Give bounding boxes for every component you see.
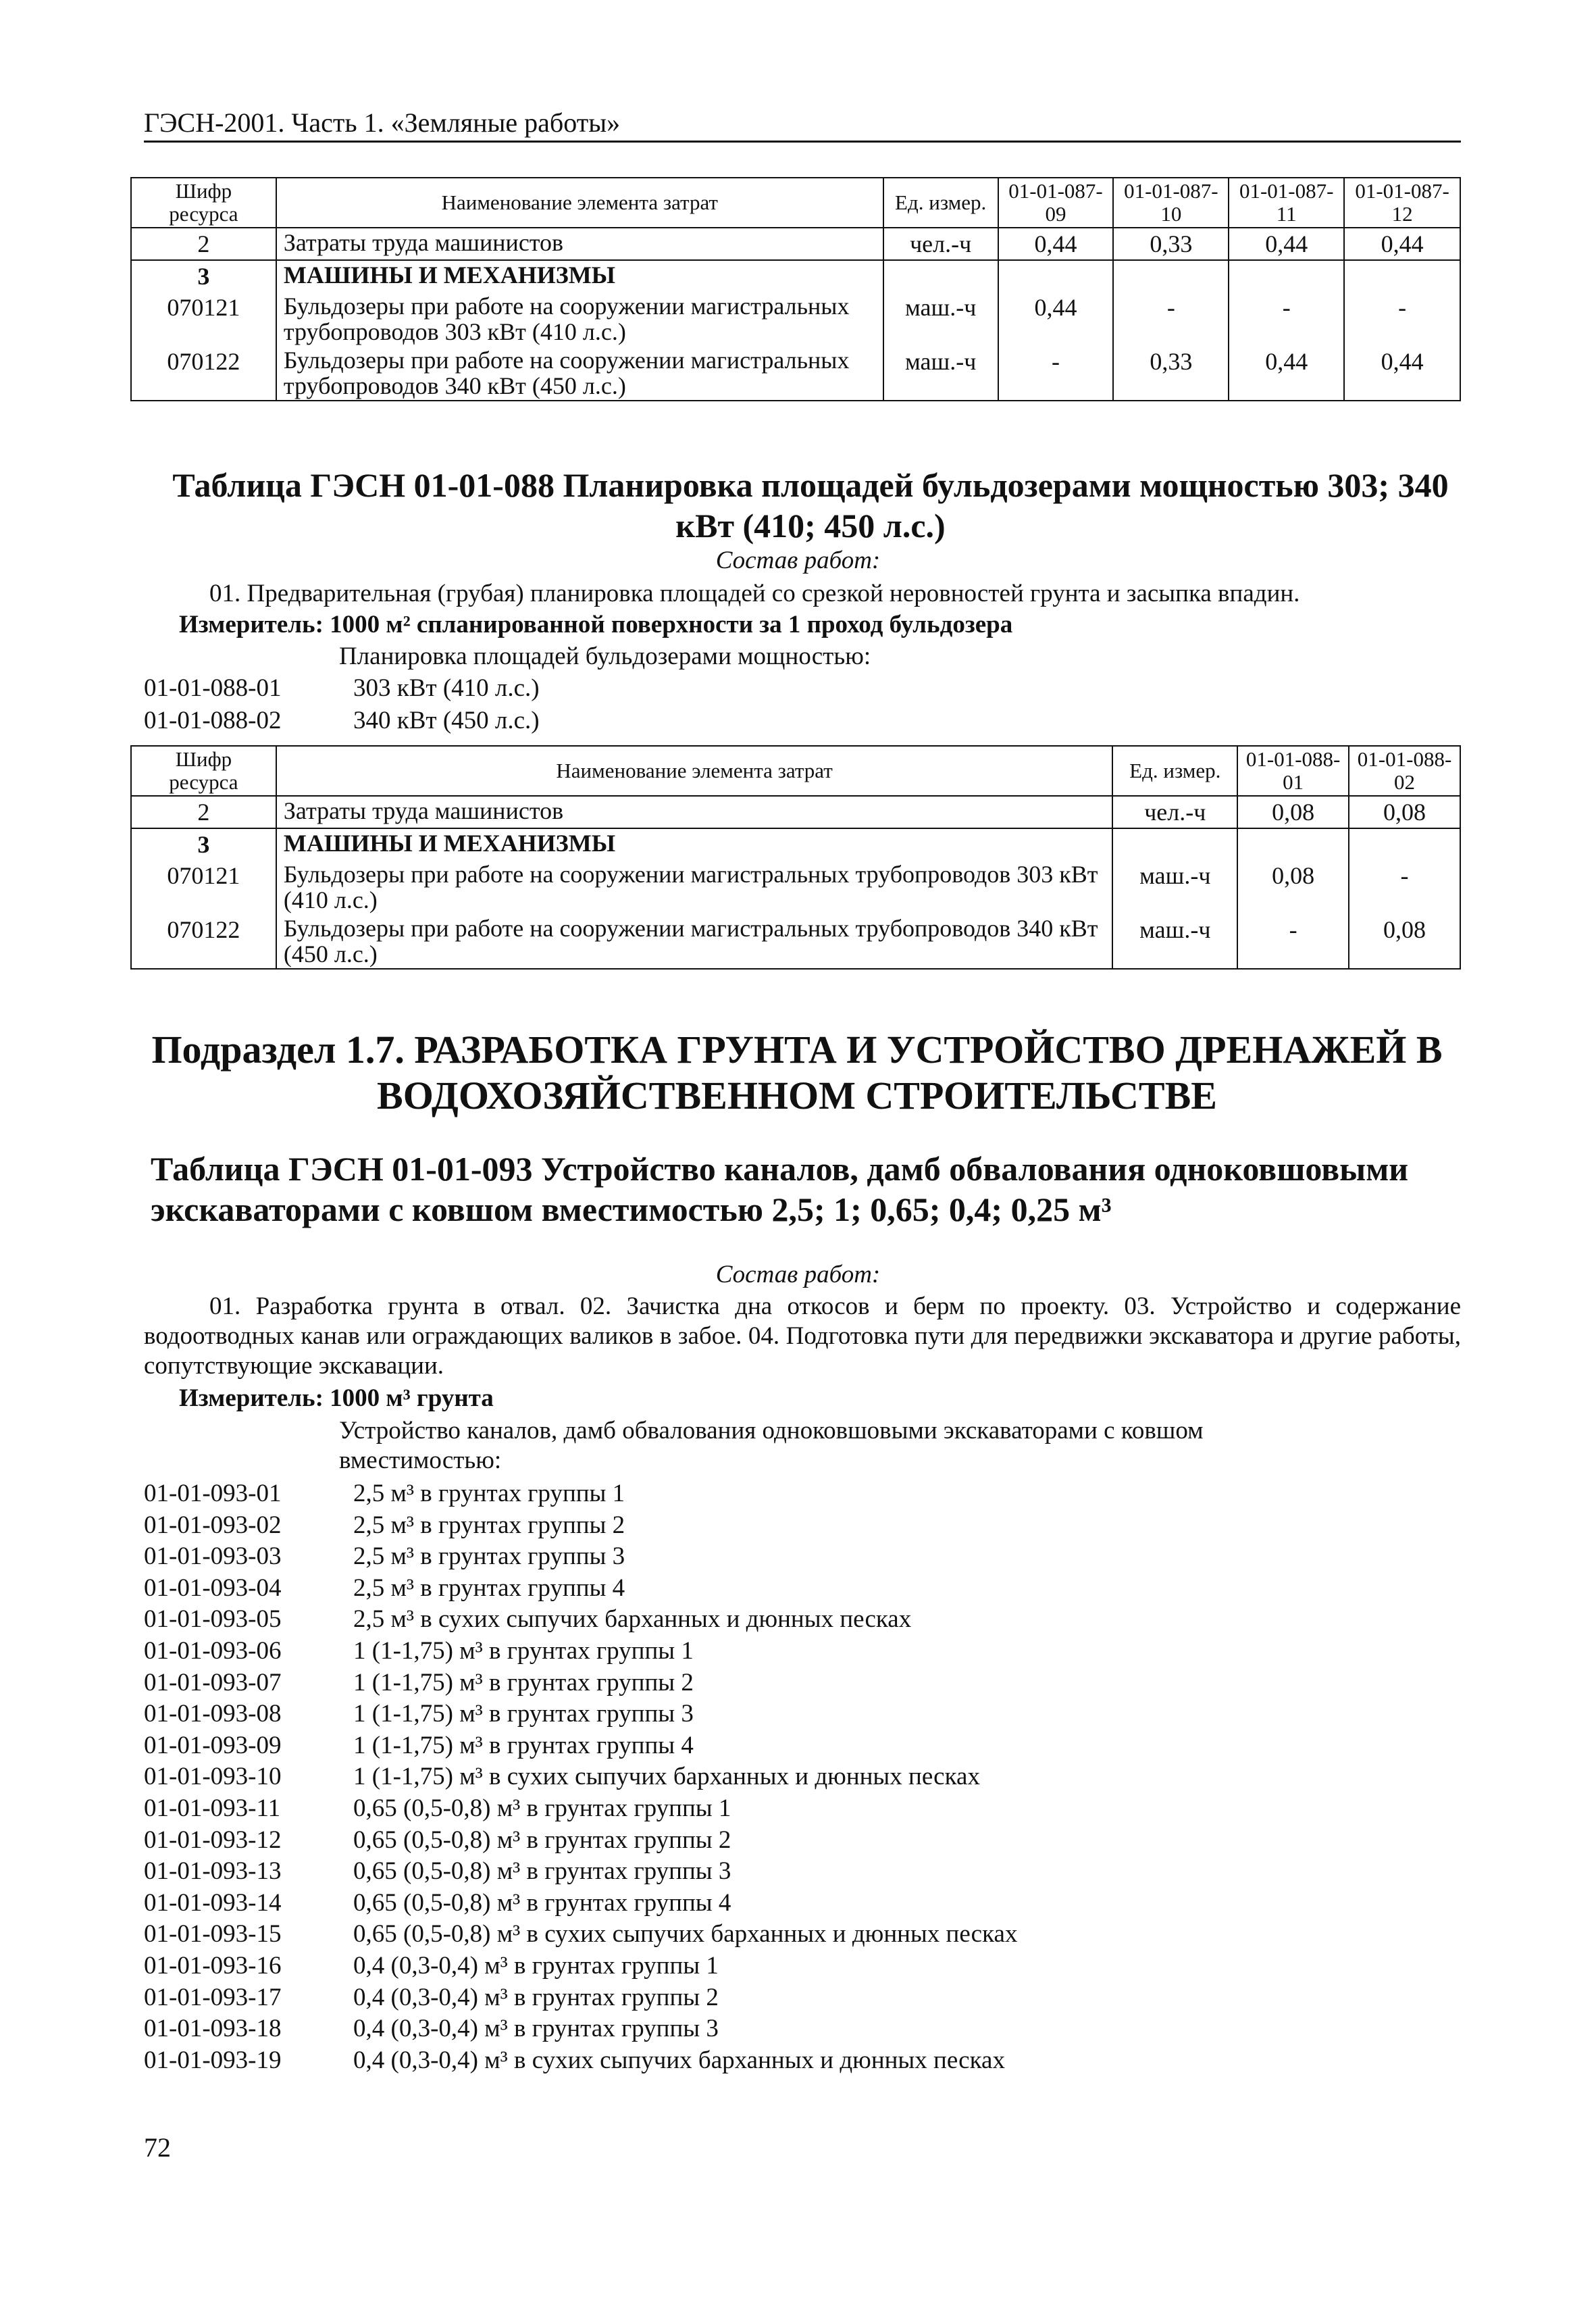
list-item	[144, 1730, 1017, 1762]
list-item	[144, 1761, 1017, 1793]
list-item	[144, 1699, 1017, 1730]
col-head-name: Наименование элемента затрат	[276, 178, 883, 228]
list-item	[144, 705, 540, 737]
norm-code: 01-01-093-06	[144, 1636, 282, 1665]
running-header: ГЭСН-2001. Часть 1. «Земляные работы»	[144, 107, 621, 138]
norm-text: 0,65 (0,5-0,8) м³ в грунтах группы 2	[353, 1826, 731, 1854]
col-head-norm: 01-01-087-09	[998, 178, 1114, 228]
norm-text: 0,65 (0,5-0,8) м³ в сухих сыпучих барханных и дюнных песках	[353, 1920, 1018, 1948]
list-item	[144, 1667, 1017, 1699]
resource-unit: чел.-ч	[883, 228, 998, 260]
resource-name: Затраты труда машинистов	[276, 796, 1112, 828]
composition-label: Состав работ:	[715, 1261, 881, 1288]
resource-name: МАШИНЫ И МЕХАНИЗМЫ	[276, 828, 1112, 860]
norm-text: 303 кВт (410 л.с.)	[353, 674, 540, 702]
norm-text: 2,5 м³ в грунтах группы 3	[353, 1542, 625, 1571]
list-item	[144, 1541, 1017, 1573]
list-item	[144, 1951, 1017, 1982]
norm-text: 1 (1-1,75) м³ в грунтах группы 4	[353, 1731, 694, 1759]
list-item	[144, 1856, 1017, 1888]
meter-text: Измеритель: 1000 м² спланированной поверхности за 1 проход бульдозера	[179, 611, 1013, 638]
norm-code: 01-01-093-18	[144, 2015, 282, 2043]
col-head-norm: 01-01-088-01	[1237, 746, 1349, 796]
norm-code: 01-01-093-16	[144, 1951, 282, 1980]
col-head-norm: 01-01-087-12	[1344, 178, 1460, 228]
norm-value: -	[1113, 292, 1229, 346]
composition-text: 01. Разработка грунта в отвал. 02. Зачистка дна откосов и берм по проекту. 03. Устройство и содержание водоотводных канав или ограждающих валиков в забое. 04. Подготовка пути для передвижки экскаватора и другие работы, сопутствующие экскавации.	[144, 1292, 1461, 1380]
norm-text: 2,5 м³ в грунтах группы 4	[353, 1574, 625, 1602]
norm-value: 0,08	[1349, 914, 1460, 969]
norm-value	[1349, 828, 1460, 860]
list-item	[144, 1982, 1017, 2014]
norm-code: 01-01-093-05	[144, 1605, 282, 1634]
norm-value: 0,08	[1349, 796, 1460, 828]
list-item	[144, 1636, 1017, 1667]
list-item	[144, 1604, 1017, 1636]
table-header-row	[131, 178, 1460, 228]
table-093-title: Таблица ГЭСН 01-01-093 Устройство каналов, дамб обвалования одноковшовыми экскаваторами с ковшом вместимостью 2,5; 1; 0,65; 0,4; 0,25 м³	[151, 1150, 1409, 1228]
norm-value: 0,33	[1113, 228, 1229, 260]
resource-name: Бульдозеры при работе на сооружении магистральных трубопроводов 303 кВт (410 л.с.)	[276, 860, 1112, 914]
norm-text: 0,4 (0,3-0,4) м³ в сухих сыпучих барханных и дюнных песках	[353, 2046, 1005, 2074]
resource-unit	[1112, 828, 1237, 860]
resource-unit: маш.-ч	[1112, 860, 1237, 914]
norm-value	[1229, 260, 1344, 292]
resource-name: Бульдозеры при работе на сооружении магистральных трубопроводов 340 кВт (450 л.с.)	[276, 914, 1112, 969]
norm-code: 01-01-093-17	[144, 1983, 282, 2011]
norm-code: 01-01-088-01	[144, 674, 282, 702]
list-item	[144, 1888, 1017, 1919]
norm-code: 01-01-093-10	[144, 1763, 282, 1791]
norm-code: 01-01-093-12	[144, 1826, 282, 1854]
table-row	[131, 828, 1460, 860]
norm-text: 2,5 м³ в грунтах группы 2	[353, 1511, 625, 1539]
norm-code: 01-01-088-02	[144, 707, 282, 734]
norm-text: 0,65 (0,5-0,8) м³ в грунтах группы 4	[353, 1888, 731, 1917]
norm-text: 0,4 (0,3-0,4) м³ в грунтах группы 3	[353, 2015, 719, 2043]
list-item	[144, 2013, 1017, 2045]
table-row	[131, 860, 1460, 914]
norm-value	[1344, 260, 1460, 292]
table-row	[131, 914, 1460, 969]
table-header-row	[131, 746, 1460, 796]
norm-list-088	[144, 672, 540, 737]
norm-code: 01-01-093-02	[144, 1511, 282, 1539]
subsection-title: Подраздел 1.7. РАЗРАБОТКА ГРУНТА И УСТРОЙСТВО ДРЕНАЖЕЙ В ВОДОХОЗЯЙСТВЕННОМ СТРОИТЕЛЬСТВЕ	[151, 1028, 1443, 1117]
norm-code: 01-01-093-03	[144, 1542, 282, 1571]
norm-value: -	[1229, 292, 1344, 346]
composition-text: 01. Предварительная (грубая) планировка площадей со срезкой неровностей грунта и засыпка впадин.	[209, 580, 1300, 607]
resource-unit: маш.-ч	[883, 346, 998, 401]
col-head-norm: 01-01-088-02	[1349, 746, 1460, 796]
norm-value: 0,44	[1344, 228, 1460, 260]
norm-value: 0,44	[998, 228, 1114, 260]
norm-text: 1 (1-1,75) м³ в грунтах группы 1	[353, 1636, 694, 1665]
norm-text: 0,65 (0,5-0,8) м³ в грунтах группы 1	[353, 1794, 731, 1822]
page-number: 72	[144, 2132, 171, 2163]
table-row	[131, 228, 1460, 260]
norm-text: 1 (1-1,75) м³ в грунтах группы 2	[353, 1668, 694, 1696]
resource-code: 070121	[131, 860, 276, 914]
list-item	[144, 1793, 1017, 1825]
norm-text: 2,5 м³ в сухих сыпучих барханных и дюнных песках	[353, 1605, 912, 1634]
norm-code: 01-01-093-11	[144, 1794, 281, 1822]
list-intro: Устройство каналов, дамб обвалования одноковшовыми экскаваторами с ковшом вместимостью:	[339, 1417, 1204, 1474]
norm-code: 01-01-093-07	[144, 1668, 282, 1696]
list-item	[144, 1825, 1017, 1857]
norm-text: 0,4 (0,3-0,4) м³ в грунтах группы 2	[353, 1983, 719, 2011]
resource-code: 070122	[131, 346, 276, 401]
norm-value: 0,44	[1344, 346, 1460, 401]
list-item	[144, 1573, 1017, 1605]
norm-value	[998, 260, 1114, 292]
resource-code: 070122	[131, 914, 276, 969]
resource-table-088	[130, 745, 1461, 970]
norm-value	[1113, 260, 1229, 292]
col-head-unit: Ед. измер.	[1112, 746, 1237, 796]
norm-value	[1237, 828, 1349, 860]
resource-code: 2	[131, 796, 276, 828]
col-head-norm: 01-01-087-11	[1229, 178, 1344, 228]
resource-code: 3	[131, 828, 276, 860]
list-item	[144, 1510, 1017, 1542]
resource-name: МАШИНЫ И МЕХАНИЗМЫ	[276, 260, 883, 292]
col-head-code: Шифр ресурса	[131, 178, 276, 228]
norm-list-093	[144, 1478, 1017, 2076]
resource-unit	[883, 260, 998, 292]
norm-code: 01-01-093-09	[144, 1731, 282, 1759]
list-item	[144, 2045, 1017, 2077]
list-item	[144, 1478, 1017, 1510]
norm-code: 01-01-093-14	[144, 1888, 282, 1917]
norm-text: 340 кВт (450 л.с.)	[353, 707, 540, 734]
resource-code: 3	[131, 260, 276, 292]
table-row	[131, 346, 1460, 401]
norm-value: 0,44	[1229, 346, 1344, 401]
norm-code: 01-01-093-08	[144, 1700, 282, 1728]
col-head-unit: Ед. измер.	[883, 178, 998, 228]
list-intro: Планировка площадей бульдозерами мощностью:	[339, 643, 871, 670]
table-088-title: Таблица ГЭСН 01-01-088 Планировка площадей бульдозерами мощностью 303; 340 кВт (410; 450 л.с.)	[172, 466, 1449, 545]
norm-value: 0,44	[998, 292, 1114, 346]
col-head-code: Шифр ресурса	[131, 746, 276, 796]
norm-value: 0,08	[1237, 796, 1349, 828]
col-head-norm: 01-01-087-10	[1113, 178, 1229, 228]
norm-text: 0,65 (0,5-0,8) м³ в грунтах группы 3	[353, 1857, 731, 1886]
norm-value: -	[1237, 914, 1349, 969]
resource-name: Бульдозеры при работе на сооружении магистральных трубопроводов 303 кВт (410 л.с.)	[276, 292, 883, 346]
norm-code: 01-01-093-19	[144, 2046, 282, 2074]
composition-label: Состав работ:	[715, 547, 881, 574]
resource-table-087	[130, 177, 1461, 401]
norm-text: 1 (1-1,75) м³ в сухих сыпучих барханных и дюнных песках	[353, 1763, 980, 1791]
header-rule	[144, 141, 1461, 143]
resource-name: Затраты труда машинистов	[276, 228, 883, 260]
list-item	[144, 1919, 1017, 1951]
meter-text: Измеритель: 1000 м³ грунта	[179, 1384, 494, 1412]
norm-value: 0,44	[1229, 228, 1344, 260]
norm-value: 0,08	[1237, 860, 1349, 914]
resource-unit: чел.-ч	[1112, 796, 1237, 828]
norm-text: 1 (1-1,75) м³ в грунтах группы 3	[353, 1700, 694, 1728]
resource-name: Бульдозеры при работе на сооружении магистральных трубопроводов 340 кВт (450 л.с.)	[276, 346, 883, 401]
table-row	[131, 260, 1460, 292]
norm-text: 0,4 (0,3-0,4) м³ в грунтах группы 1	[353, 1951, 719, 1980]
table-row	[131, 292, 1460, 346]
table-row	[131, 796, 1460, 828]
norm-code: 01-01-093-13	[144, 1857, 282, 1886]
list-item	[144, 672, 540, 705]
norm-code: 01-01-093-04	[144, 1574, 282, 1602]
resource-code: 2	[131, 228, 276, 260]
norm-code: 01-01-093-15	[144, 1920, 282, 1948]
norm-value: -	[998, 346, 1114, 401]
norm-text: 2,5 м³ в грунтах группы 1	[353, 1480, 625, 1507]
resource-unit: маш.-ч	[883, 292, 998, 346]
norm-value: 0,33	[1113, 346, 1229, 401]
norm-value: -	[1349, 860, 1460, 914]
norm-value: -	[1344, 292, 1460, 346]
col-head-name: Наименование элемента затрат	[276, 746, 1112, 796]
resource-unit: маш.-ч	[1112, 914, 1237, 969]
norm-code: 01-01-093-01	[144, 1480, 282, 1507]
resource-code: 070121	[131, 292, 276, 346]
